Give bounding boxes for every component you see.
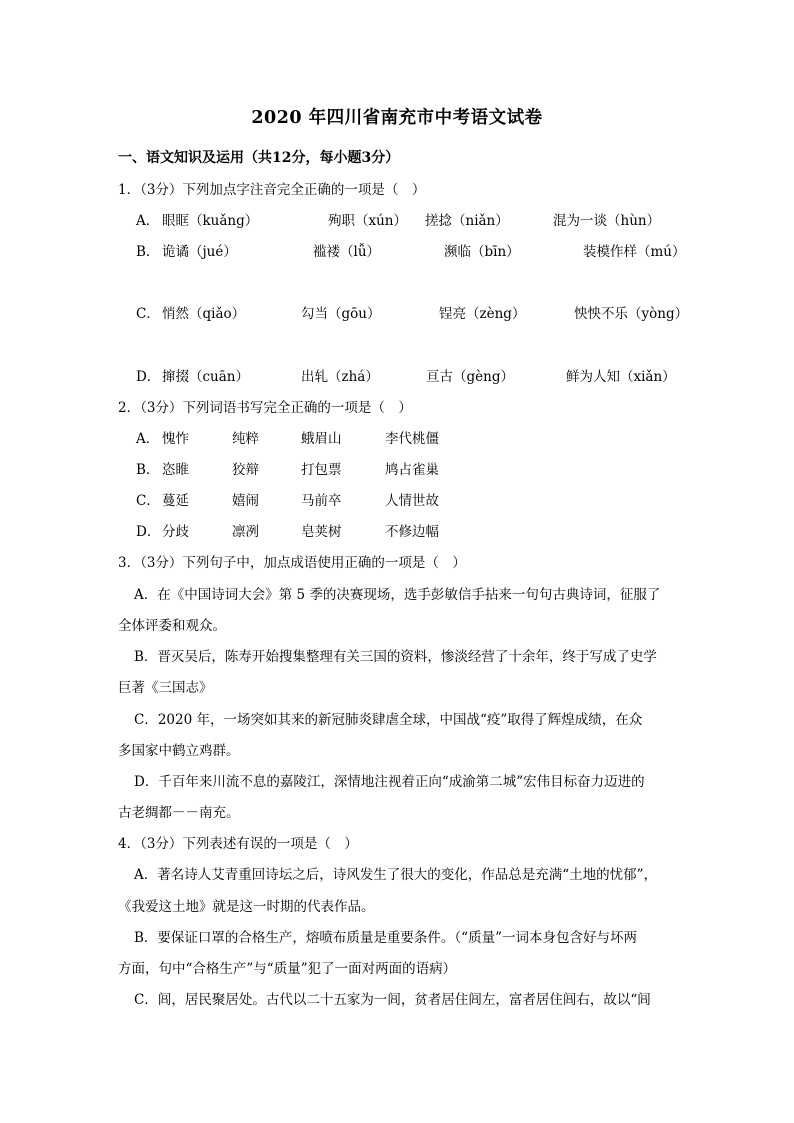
q2-option-d-label: D． (136, 524, 161, 540)
q3-option-b-text: B．晋灭吴后，陈寿开始搜集整理有关三国的资料，惨淡经营了十余年，终于写成了史学 (134, 649, 657, 665)
q2-option-d-item: 分歧 (162, 524, 189, 540)
q4-option-c-text: C．闾，居民聚居处。古代以二十五家为一闾，贫者居住闾左，富者居住闾右，故以“闾 (134, 992, 651, 1008)
q1-option-d-item: 撺掇（cuān） (162, 369, 249, 385)
exam-title: 2020 年四川省南充市中考语文试卷 (251, 108, 543, 128)
q1-option-b-item: 褴褛（lǚ） (313, 244, 381, 260)
q1-option-c-item: 勾当（gōu） (301, 306, 381, 322)
question-3-stem: 3．（3分）下列句子中，加点成语使用正确的一项是（ ） (118, 555, 466, 571)
q4-option-a-text: A．著名诗人艾青重回诗坛之后，诗风发生了很大的变化，作品总是充满“土地的忧郁”， (134, 867, 658, 883)
q2-option-c-item: 蔓延 (162, 493, 189, 509)
question-2-stem: 2．（3分）下列词语书写完全正确的一项是（ ） (118, 400, 412, 416)
q3-option-b-continuation: 巨著《三国志》 (118, 680, 213, 696)
q2-option-b-item: 打包票 (301, 462, 342, 478)
q2-option-c-item: 嬉闹 (232, 493, 259, 509)
q2-option-a-item: 李代桃僵 (385, 431, 439, 447)
section-heading: 一、语文知识及运用（共12分，每小题3分） (118, 150, 400, 166)
q3-option-d-text: D．千百年来川流不息的嘉陵江，深情地注视着正向“成渝第二城”宏伟目标奋力迈进的 (134, 774, 645, 790)
q1-option-c-label: C． (136, 306, 160, 322)
q3-option-c-continuation: 多国家中鹤立鸡群。 (118, 743, 240, 759)
q1-option-b-item: 装模作样（mú） (583, 244, 686, 260)
question-1-stem: 1．（3分）下列加点字注音完全正确的一项是（ ） (118, 182, 426, 198)
q1-option-d-label: D． (136, 369, 161, 385)
q2-option-b-item: 恣睢 (162, 462, 189, 478)
q4-option-b-text: B．要保证口罩的合格生产，熔喷布质量是重要条件。（“质量”一词本身包含好与坏两 (134, 930, 637, 946)
q4-option-a-continuation: 《我爱这土地》就是这一时期的代表作品。 (118, 899, 375, 915)
q1-option-a-item: 搓捻（niǎn） (425, 213, 509, 229)
q1-option-b-item: 诡谲（jué） (162, 244, 237, 260)
q3-option-c-text: C．2020 年，一场突如其来的新冠肺炎肆虐全球，中国战“疫”取得了辉煌成绩，在众 (134, 712, 643, 728)
q1-option-a-item: 混为一谈（hùn） (553, 213, 661, 229)
q1-option-b-label: B． (136, 244, 160, 260)
q2-option-c-item: 人情世故 (385, 493, 439, 509)
q2-option-c-item: 马前卒 (301, 493, 342, 509)
q2-option-a-item: 蛾眉山 (301, 431, 342, 447)
q1-option-a-item: 眼眶（kuǎng） (162, 213, 259, 229)
question-4-stem: 4．（3分）下列表述有误的一项是（ ） (118, 836, 358, 852)
q1-option-d-item: 出轧（zhá） (301, 369, 379, 385)
q2-option-b-label: B． (136, 462, 160, 478)
q3-option-d-continuation: 古老绸都－－南充。 (118, 805, 240, 821)
q1-option-b-item: 濒临（bīn） (444, 244, 520, 260)
q2-option-a-item: 愧怍 (162, 431, 189, 447)
q1-option-a-label: A． (136, 213, 160, 229)
q1-option-c-item: 锃亮（zèng） (439, 306, 526, 322)
q2-option-c-label: C． (136, 493, 160, 509)
q3-option-a-text: A．在《中国诗词大会》第 5 季的决赛现场，选手彭敏信手拈来一句句古典诗词，征服了 (134, 587, 661, 603)
q1-option-d-item: 亘古（gèng） (426, 369, 514, 385)
q2-option-a-label: A． (136, 431, 160, 447)
q2-option-a-item: 纯粹 (232, 431, 259, 447)
q2-option-d-item: 不修边幅 (385, 524, 439, 540)
q1-option-a-item: 殉职（xún） (328, 213, 408, 229)
q2-option-d-item: 凛冽 (232, 524, 259, 540)
q2-option-d-item: 皂荚树 (301, 524, 342, 540)
q1-option-c-item: 怏怏不乐（yòng） (574, 306, 689, 322)
q1-option-c-item: 悄然（qiǎo） (162, 306, 246, 322)
q3-option-a-continuation: 全体评委和观众。 (118, 618, 226, 634)
q4-option-b-continuation: 方面，句中“合格生产”与“质量”犯了一面对两面的语病） (118, 961, 457, 977)
q2-option-b-item: 鸠占雀巢 (385, 462, 439, 478)
q1-option-d-item: 鲜为人知（xiǎn） (566, 369, 676, 385)
q2-option-b-item: 狡辩 (232, 462, 259, 478)
